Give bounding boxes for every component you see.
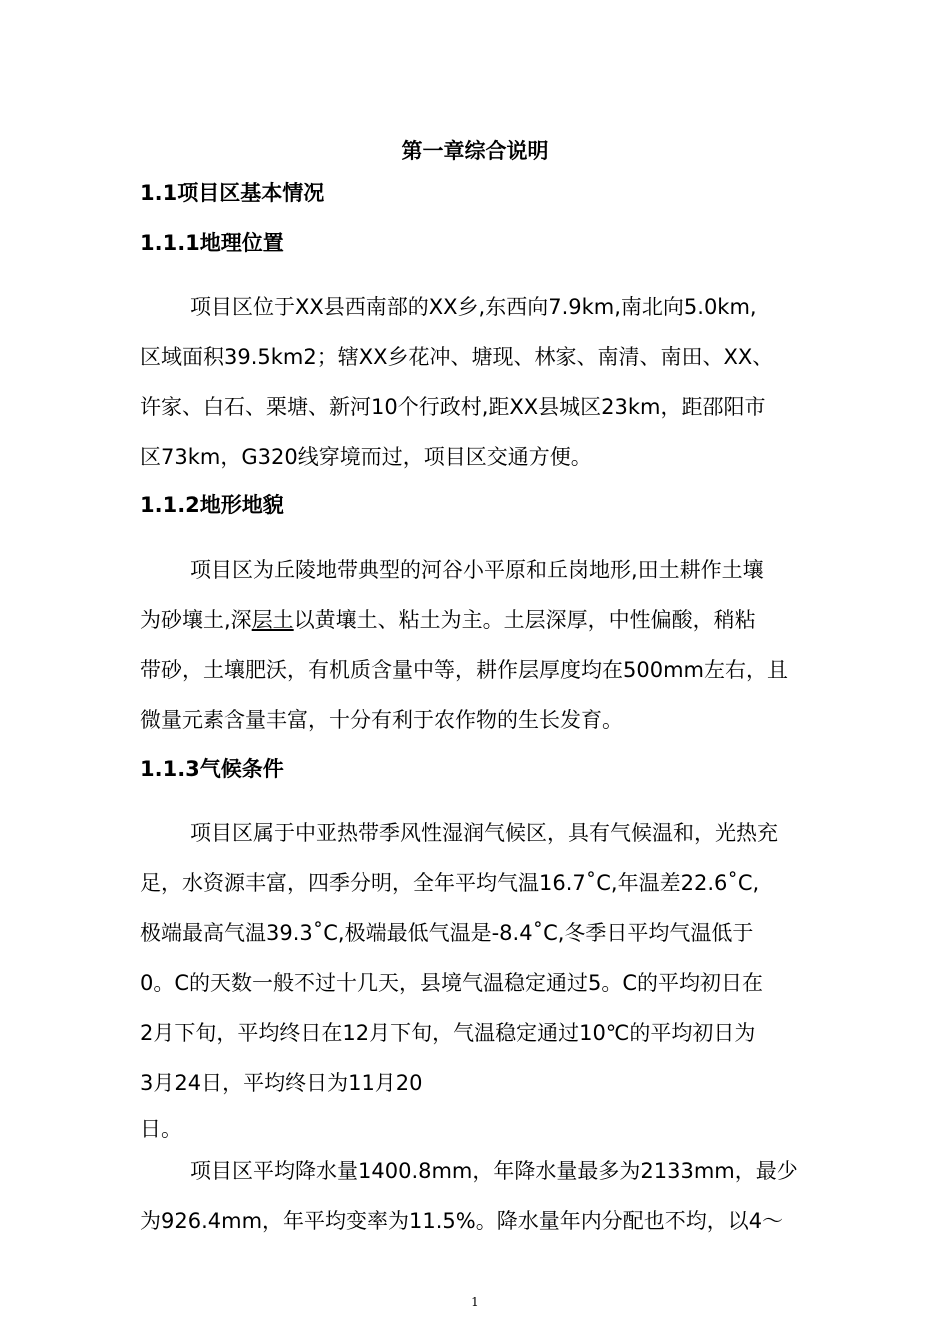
paragraph-line: 项目区为丘陵地带典型的河谷小平原和丘岗地形,田土耕作土壤: [190, 558, 764, 582]
paragraph-line: 极端最高气温39.3˚C,极端最低气温是-8.4˚C,冬季日平均气温低于: [140, 921, 754, 945]
paragraph-line: 带砂，土壤肥沃，有机质含量中等，耕作层厚度均在500mm左右，且: [140, 658, 788, 682]
paragraph-line: 日。: [140, 1117, 182, 1141]
paragraph-line: 足，水资源丰富，四季分明，全年平均气温16.7˚C,年温差22.6˚C,: [140, 871, 760, 895]
paragraph-line: 许家、白石、栗塘、新河10个行政村,距XX县城区23km，距邵阳市: [140, 395, 766, 419]
paragraph-line: 项目区属于中亚热带季风性湿润气候区，具有气候温和，光热充: [190, 821, 778, 845]
text-segment: 为砂壤土,深: [140, 608, 252, 632]
paragraph-line: 0。C的天数一般不过十几天，县境气温稳定通过5。C的平均初日在: [140, 971, 764, 995]
paragraph-line: 项目区平均降水量1400.8mm，年降水量最多为2133mm，最少: [190, 1159, 798, 1183]
paragraph-line: 为926.4mm，年平均变率为11.5%。降水量年内分配也不均，以4～: [140, 1209, 784, 1233]
page-number: 1: [471, 1295, 479, 1309]
paragraph-line: 区73km，G320线穿境而过，项目区交通方便。: [140, 445, 592, 469]
section-heading-1-1-1: 1.1.1地理位置: [140, 231, 284, 255]
paragraph-line: 微量元素含量丰富，十分有利于农作物的生长发育。: [140, 708, 623, 732]
paragraph-line: 3月24日，平均终日为11月20: [140, 1071, 423, 1095]
underlined-term: 层土: [251, 608, 294, 632]
section-heading-1-1: 1.1项目区基本情况: [140, 181, 325, 205]
paragraph-line: 2月下旬，平均终日在12月下旬，气温稳定通过10℃的平均初日为: [140, 1021, 756, 1045]
paragraph-line: [140, 605, 756, 635]
chapter-title: 第一章综合说明: [401, 139, 549, 163]
paragraph-line: 区域面积39.5km2；辖XX乡花冲、塘现、林家、南清、南田、XX、: [140, 345, 774, 369]
section-heading-1-1-2: 1.1.2地形地貌: [140, 493, 284, 517]
paragraph-line: 项目区位于XX县西南部的XX乡,东西向7.9km,南北向5.0km,: [190, 295, 757, 319]
text-segment: 以黄壤土、粘土为主。土层深厚，中性偏酸，稍粘: [293, 608, 756, 632]
section-heading-1-1-3: 1.1.3气候条件: [140, 757, 284, 781]
